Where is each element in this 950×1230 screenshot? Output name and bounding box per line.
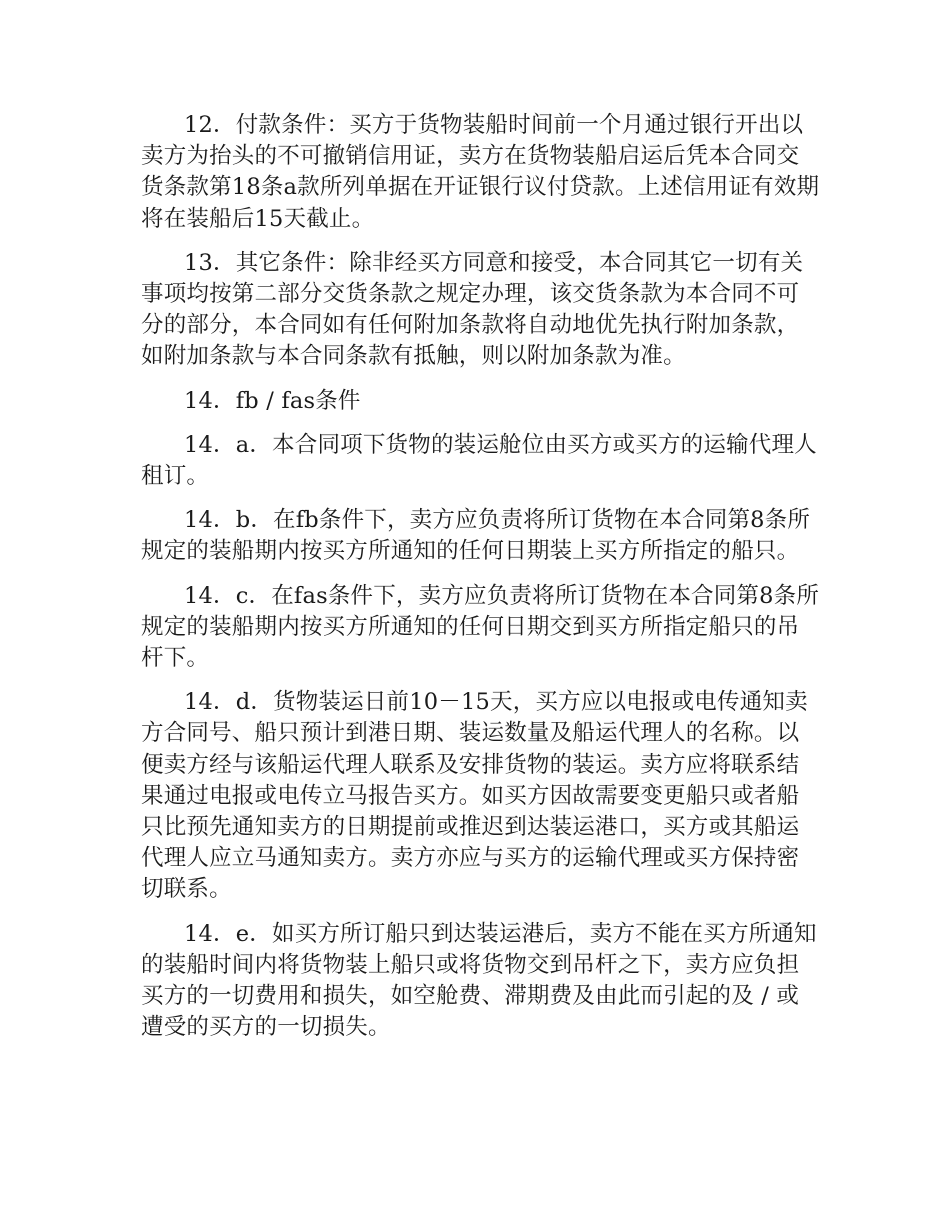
clause-14b: 14．b．在fb条件下，卖方应负责将所订货物在本合同第8条所规定的装船期内按买方所通知的任何日期装上买方所指定的船只。 — [141, 507, 811, 565]
clause-13-other-conditions: 13．其它条件：除非经买方同意和接受，本合同其它一切有关事项均按第二部分交货条款之规定办理，该交货条款为本合同不可分的部分，本合同如有任何附加条款将自动地优先执行附加条款，如附加条款与本合同条款有抵触，则以附加条款为准。 — [141, 249, 804, 370]
clause-14d: 14．d．货物装运日前10－15天，买方应以电报或电传通知卖方合同号、船只预计到港日期、装运数量及船运代理人的名称。以便卖方经与该船运代理人联系及安排货物的装运。卖方应将联系结果通过电报或电传立马报告买方。如买方因故需要变更船只或者船只比预先通知卖方的日期提前或推迟到达装运港口，买方或其船运代理人应立马通知卖方。卖方亦应与买方的运输代理或买方保持密切联系。 — [141, 689, 808, 903]
clause-14a: 14．a．本合同项下货物的装运舱位由买方或买方的运输代理人租订。 — [141, 431, 817, 490]
clause-14c: 14．c．在fas条件下，卖方应负责将所订货物在本合同第8条所规定的装船期内按买方所通知的任何日期交到买方所指定船只的吊杆下。 — [141, 582, 820, 672]
clause-14-heading: 14．fb / fas条件 — [184, 387, 361, 414]
clause-12-payment-terms: 12．付款条件：买方于货物装船时间前一个月通过银行开出以卖方为抬头的不可撤销信用证，卖方在货物装船启运后凭本合同交货条款第18条a款所列单据在开证银行议付贷款。上述信用证有效期将在装船后15天截止。 — [141, 112, 820, 232]
clause-14e: 14．e．如买方所订船只到达装运港后，卖方不能在买方所通知的装船时间内将货物装上船只或将货物交到吊杆之下，卖方应负担买方的一切费用和损失，如空舱费、滞期费及由此而引起的及 / 或遭受的买方的一切损失。 — [141, 920, 817, 1041]
document-body — [141, 110, 821, 1056]
